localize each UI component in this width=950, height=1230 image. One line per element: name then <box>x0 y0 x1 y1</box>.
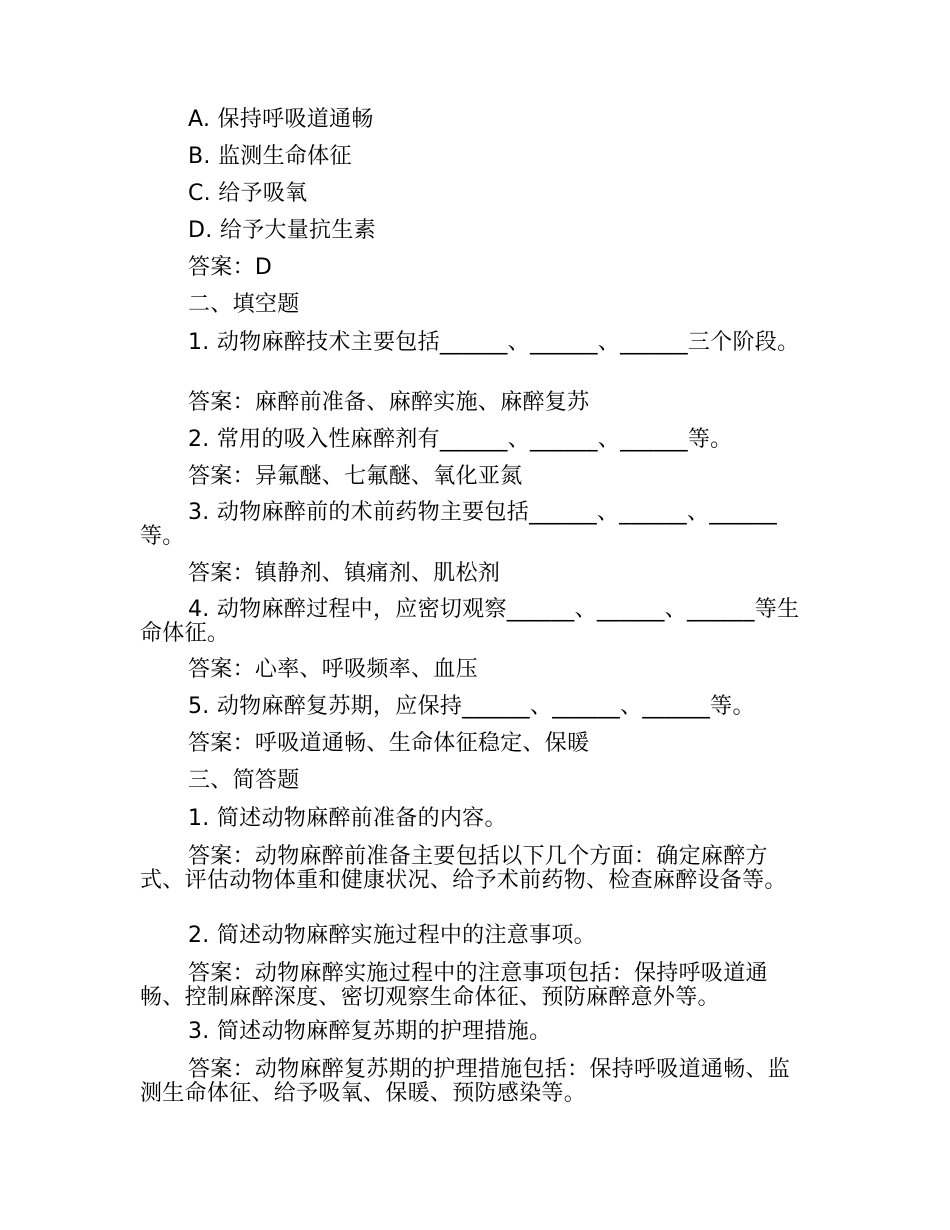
fill-question-4: 4. 动物麻醉过程中，应密切观察______、______、______等生命体征。 <box>140 597 800 646</box>
short-answer-3: 答案：动物麻醉复苏期的护理措施包括：保持呼吸道通畅、监测生命体征、给予吸氧、保暖、预防感染等。 <box>140 1057 791 1106</box>
choice-answer: 答案：D <box>188 255 273 280</box>
fill-question-5: 5. 动物麻醉复苏期，应保持______、______、______等。 <box>188 694 755 719</box>
option-b: B. 监测生命体征 <box>188 144 352 169</box>
short-question-2: 2. 简述动物麻醉实施过程中的注意事项。 <box>188 923 596 948</box>
short-question-1: 1. 简述动物麻醉前准备的内容。 <box>188 806 507 831</box>
fill-answer-1: 答案：麻醉前准备、麻醉实施、麻醉复苏 <box>188 390 590 415</box>
fill-answer-3: 答案：镇静剂、镇痛剂、肌松剂 <box>188 561 501 586</box>
fill-question-1: 1. 动物麻醉技术主要包括______、______、______三个阶段。 <box>188 330 800 355</box>
fill-question-3: 3. 动物麻醉前的术前药物主要包括______、______、______等。 <box>140 500 778 549</box>
option-a: A. 保持呼吸道通畅 <box>188 107 374 132</box>
fill-question-2: 2. 常用的吸入性麻醉剂有______、______、______等。 <box>188 427 733 452</box>
fill-answer-5: 答案：呼吸道通畅、生命体征稳定、保暖 <box>188 731 590 756</box>
short-answer-2: 答案：动物麻醉实施过程中的注意事项包括：保持呼吸道通畅、控制麻醉深度、密切观察生命体征、预防麻醉意外等。 <box>140 961 768 1010</box>
section-heading-short: 三、简答题 <box>188 768 300 793</box>
fill-answer-4: 答案：心率、呼吸频率、血压 <box>188 657 478 682</box>
option-c: C. 给予吸氧 <box>188 181 308 206</box>
section-heading-fill: 二、填空题 <box>188 292 300 317</box>
option-d: D. 给予大量抗生素 <box>188 218 376 243</box>
short-answer-1: 答案：动物麻醉前准备主要包括以下几个方面：确定麻醉方式、评估动物体重和健康状况、给予术前药物、检查麻醉设备等。 <box>140 844 787 893</box>
short-question-3: 3. 简述动物麻醉复苏期的护理措施。 <box>188 1019 552 1044</box>
fill-answer-2: 答案：异氟醚、七氟醚、氧化亚氮 <box>188 464 523 489</box>
